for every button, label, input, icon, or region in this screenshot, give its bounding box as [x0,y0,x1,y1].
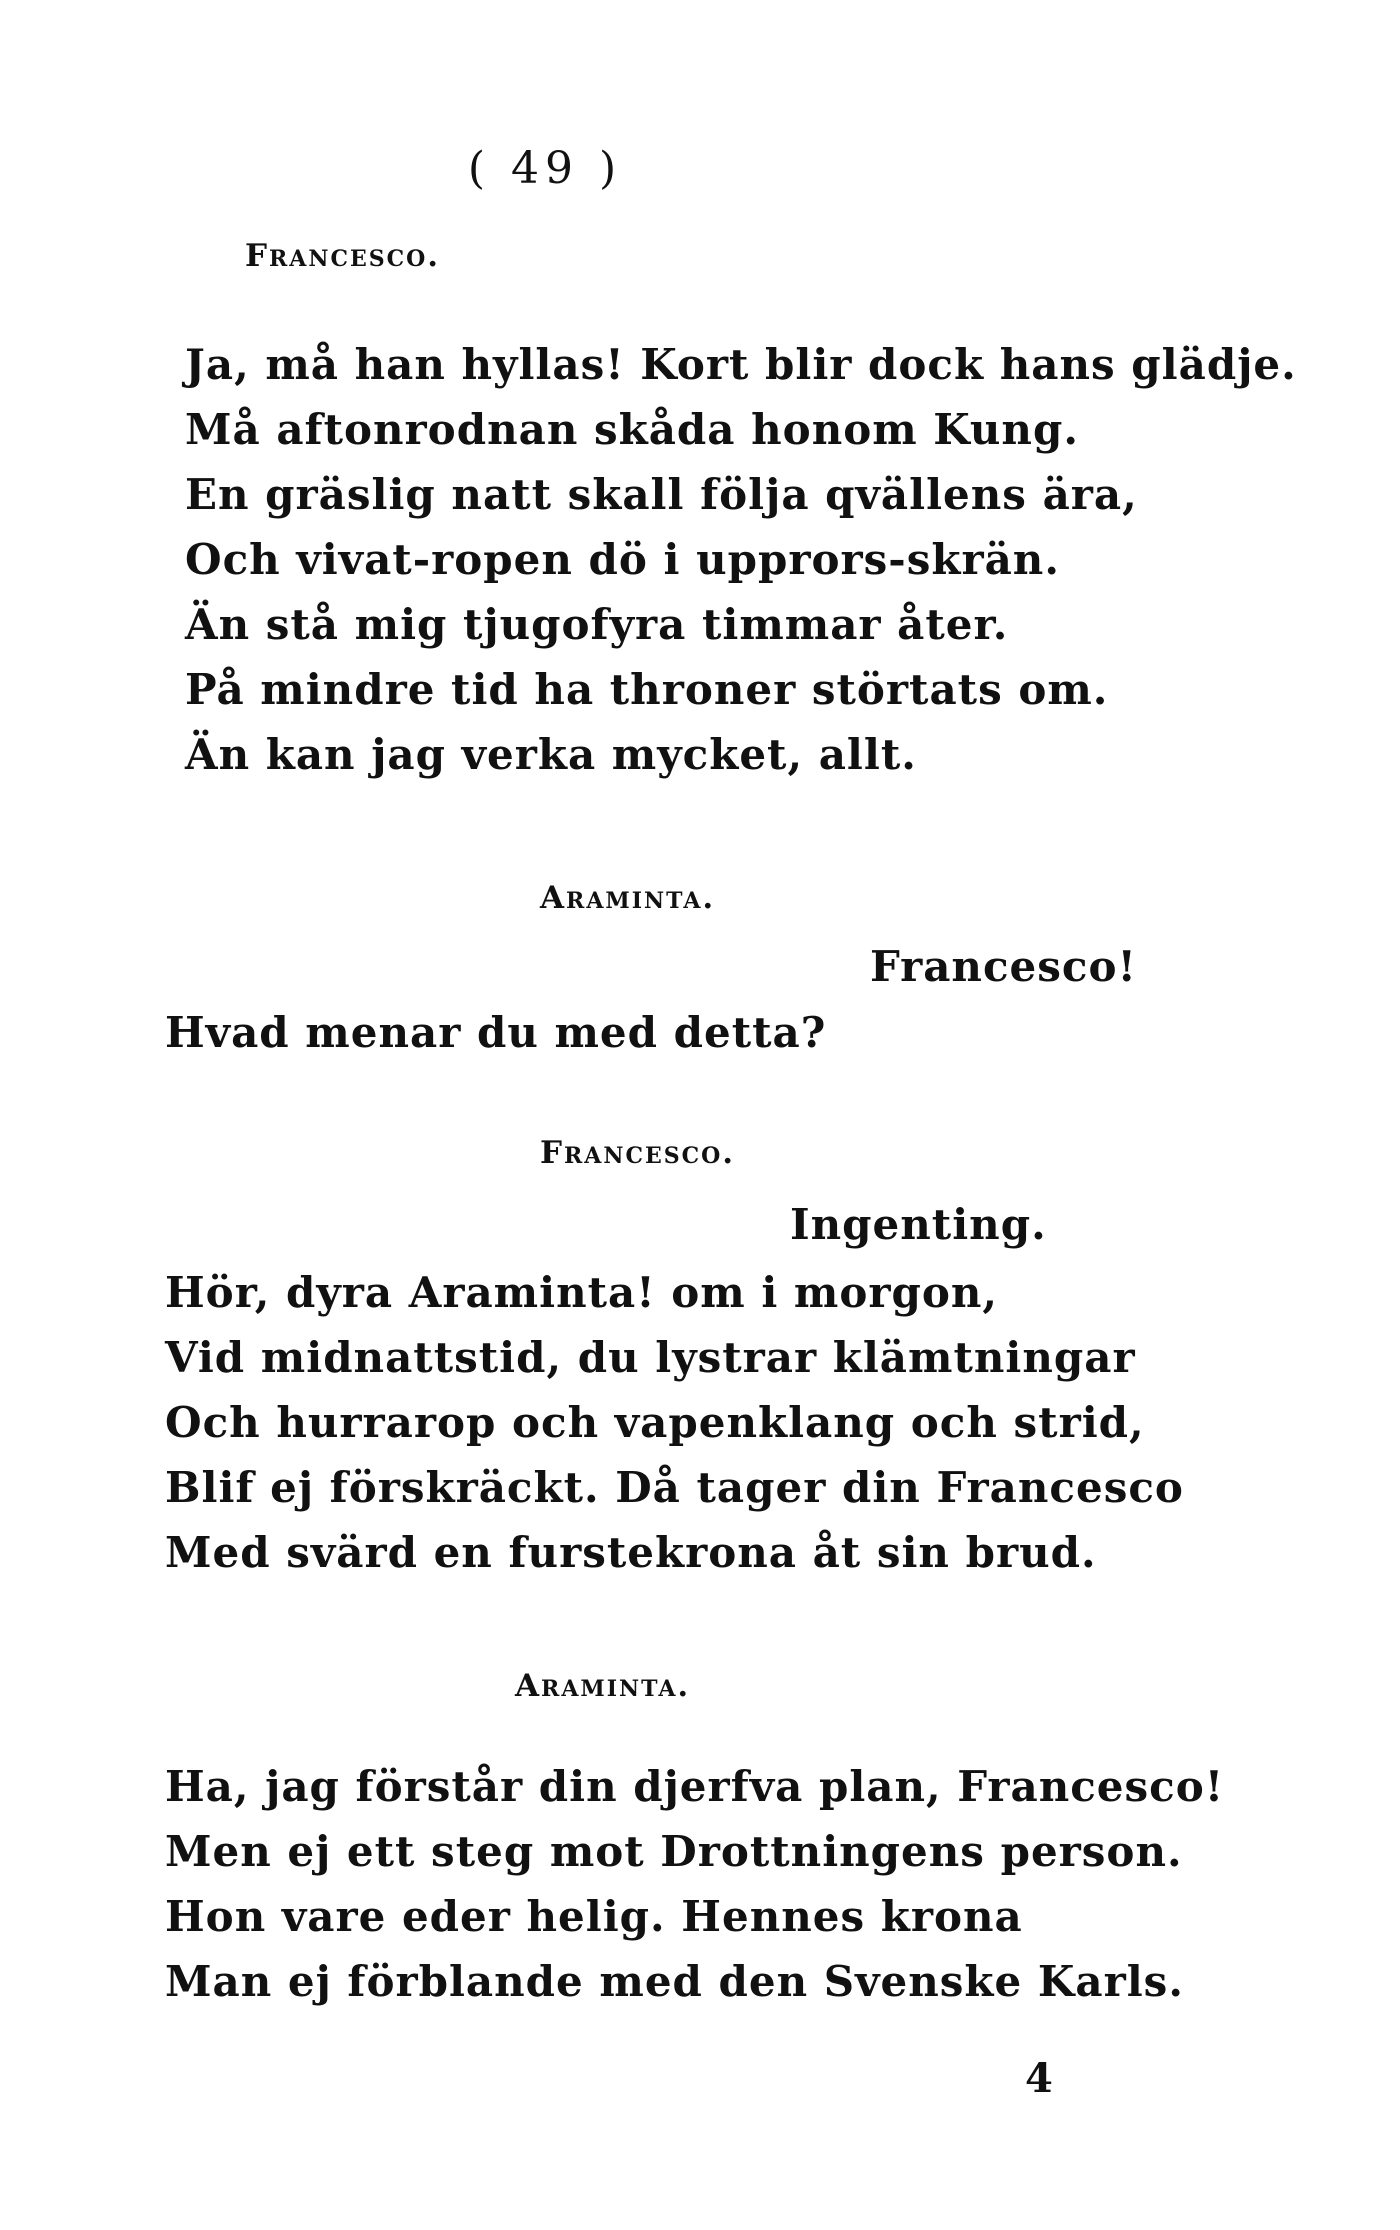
verse-line: Hon vare eder helig. Hennes krona [165,1892,1023,1941]
page-number: ( 49 ) [467,143,623,194]
verse-line: Och vivat-ropen dö i upprors-skrän. [185,535,1060,584]
speaker-heading: Francesco. [540,1135,736,1171]
speaker-heading: Francesco. [245,238,441,274]
speaker-heading: Araminta. [515,1668,691,1704]
verse-line: Hvad menar du med detta? [165,1008,827,1057]
verse-line: Hör, dyra Araminta! om i morgon, [165,1268,999,1317]
verse-line: Ha, jag förstår din djerfva plan, Francesco! [165,1762,1225,1811]
verse-line: En gräslig natt skall följa qvällens ära, [185,470,1138,519]
verse-line: Ja, må han hyllas! Kort blir dock hans glädje. [185,340,1297,389]
verse-line: Blif ej förskräckt. Då tager din Francesco [165,1463,1184,1512]
verse-line: Och hurrarop och vapenklang och strid, [165,1398,1145,1447]
verse-line: Än kan jag verka mycket, allt. [185,730,917,779]
verse-line: Men ej ett steg mot Drottningens person. [165,1827,1183,1876]
verse-line: Vid midnattstid, du lystrar klämtningar [165,1333,1136,1382]
signature-mark: 4 [1025,2055,1053,2102]
speaker-heading: Araminta. [540,880,716,916]
verse-line: Än stå mig tjugofyra timmar åter. [185,600,1009,649]
verse-line: På mindre tid ha throner störtats om. [185,665,1109,714]
verse-line: Med svärd en furstekrona åt sin brud. [165,1528,1097,1577]
verse-line: Francesco! [870,942,1137,991]
verse-line: Man ej förblande med den Svenske Karls. [165,1957,1184,2006]
verse-line: Ingenting. [790,1200,1047,1249]
verse-line: Må aftonrodnan skåda honom Kung. [185,405,1079,454]
